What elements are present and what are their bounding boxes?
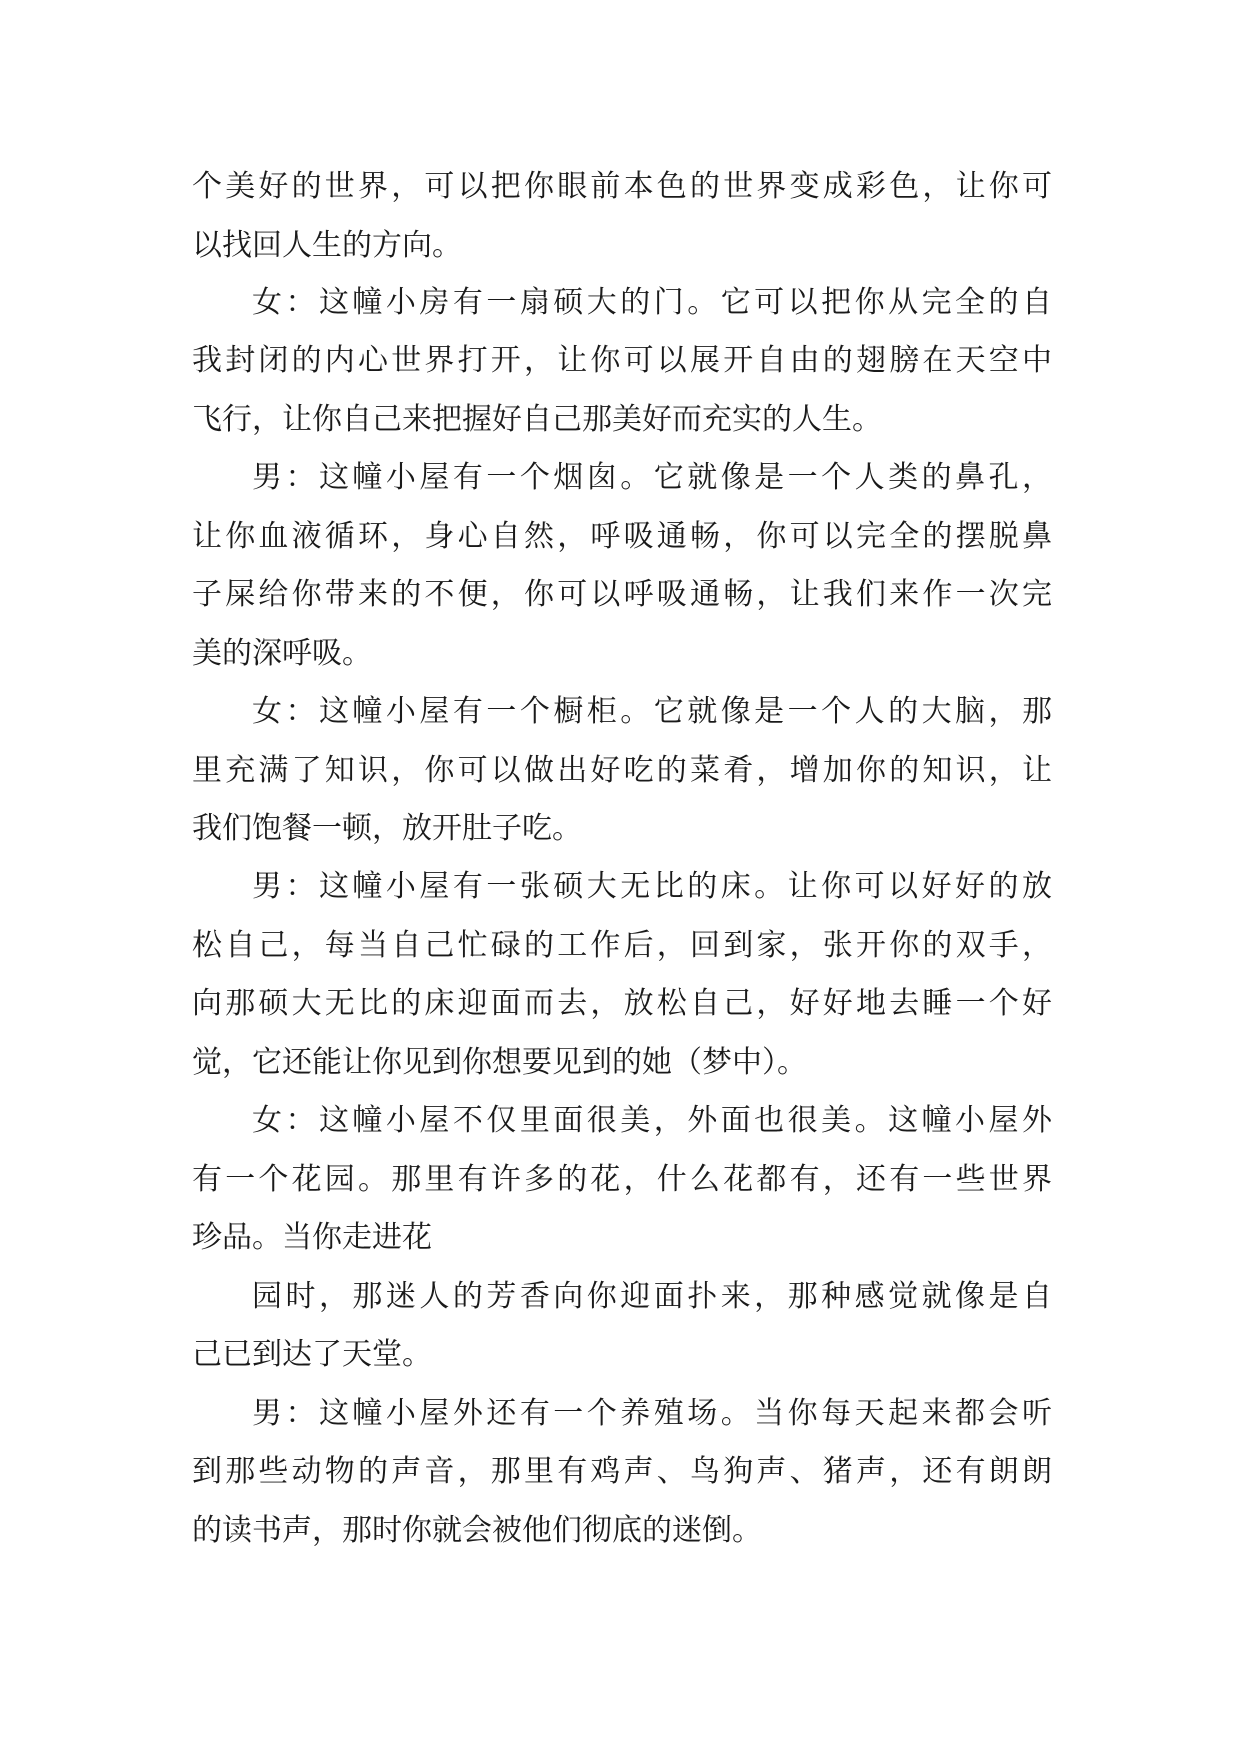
text-line: 女：这幢小屋有一个橱柜。它就像是一个人的大脑，那 — [252, 694, 1052, 729]
text-line: 男：这幢小屋有一张硕大无比的床。让你可以好好的放 — [252, 869, 1052, 904]
text-line: 子屎给你带来的不便，你可以呼吸通畅，让我们来作一次完 — [192, 577, 1052, 612]
text-line: 的读书声，那时你就会被他们彻底的迷倒。 — [192, 1513, 762, 1548]
text-line: 个美好的世界，可以把你眼前本色的世界变成彩色，让你可 — [192, 169, 1052, 204]
text-line: 己已到达了天堂。 — [192, 1337, 432, 1372]
text-line: 女：这幢小房有一扇硕大的门。它可以把你从完全的自 — [252, 285, 1052, 320]
text-line: 有一个花园。那里有许多的花，什么花都有，还有一些世界 — [192, 1162, 1052, 1197]
text-line: 觉，它还能让你见到你想要见到的她（梦中）。 — [192, 1045, 807, 1080]
text-line: 园时，那迷人的芳香向你迎面扑来，那种感觉就像是自 — [252, 1279, 1052, 1314]
text-line: 美的深呼吸。 — [192, 636, 372, 671]
text-line: 我们饱餐一顿，放开肚子吃。 — [192, 811, 582, 846]
text-line: 珍品。当你走进花 — [192, 1220, 432, 1255]
text-line: 让你血液循环，身心自然，呼吸通畅，你可以完全的摆脱鼻 — [192, 519, 1052, 554]
text-line: 男：这幢小屋有一个烟囱。它就像是一个人类的鼻孔， — [252, 460, 1052, 495]
text-line: 里充满了知识，你可以做出好吃的菜肴，增加你的知识，让 — [192, 753, 1052, 788]
text-line: 飞行，让你自己来把握好自己那美好而充实的人生。 — [192, 402, 882, 437]
text-line: 男：这幢小屋外还有一个养殖场。当你每天起来都会听 — [252, 1396, 1052, 1431]
text-line: 向那硕大无比的床迎面而去，放松自己，好好地去睡一个好 — [192, 986, 1052, 1021]
text-line: 松自己，每当自己忙碌的工作后，回到家，张开你的双手， — [192, 928, 1052, 963]
text-line: 我封闭的内心世界打开，让你可以展开自由的翅膀在天空中 — [192, 343, 1052, 378]
text-line: 以找回人生的方向。 — [192, 228, 462, 263]
text-line: 女：这幢小屋不仅里面很美，外面也很美。这幢小屋外 — [252, 1103, 1052, 1138]
text-line: 到那些动物的声音，那里有鸡声、鸟狗声、猪声，还有朗朗 — [192, 1454, 1052, 1489]
